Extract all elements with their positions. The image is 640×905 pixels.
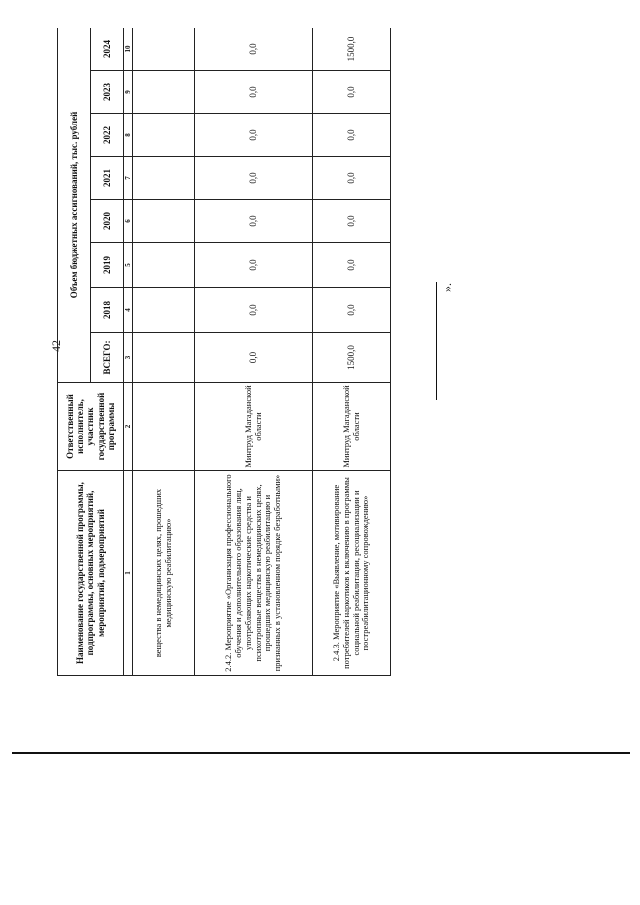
row-value: 0,0 xyxy=(195,333,313,383)
closing-underline xyxy=(436,282,437,400)
row-value: 0,0 xyxy=(313,200,391,243)
row-value xyxy=(133,28,195,71)
row-value xyxy=(133,288,195,333)
row-value: 0,0 xyxy=(313,114,391,157)
row-value xyxy=(133,333,195,383)
column-number: 2 xyxy=(123,383,132,471)
header-budget-group: Объем бюджетных ассигнований, тыс. рублей xyxy=(58,28,91,383)
row-value: 1500,0 xyxy=(313,28,391,71)
header-year: 2022 xyxy=(90,114,123,157)
table-row xyxy=(313,28,391,676)
header-year: 2020 xyxy=(90,200,123,243)
header-name: Наименование государственной программы, подпрограммы, основных мероприятий, мероприятий, подмероприятий xyxy=(58,471,124,676)
row-value: 0,0 xyxy=(313,288,391,333)
column-number: 1 xyxy=(123,471,132,676)
row-value xyxy=(133,200,195,243)
column-number: 7 xyxy=(123,157,132,200)
budget-table xyxy=(57,28,391,676)
table-row xyxy=(133,28,195,676)
row-value xyxy=(133,243,195,288)
row-value: 0,0 xyxy=(195,243,313,288)
row-value: 0,0 xyxy=(313,157,391,200)
budget-table-container xyxy=(57,28,391,676)
row-value: 0,0 xyxy=(313,71,391,114)
header-year: 2019 xyxy=(90,243,123,288)
rotated-table-wrapper xyxy=(57,28,391,676)
row-value: 1500,0 xyxy=(313,333,391,383)
column-number: 10 xyxy=(123,28,132,71)
header-year: 2023 xyxy=(90,71,123,114)
table-row xyxy=(195,28,313,676)
header-total: ВСЕГО: xyxy=(90,333,123,383)
column-number: 6 xyxy=(123,200,132,243)
column-number: 9 xyxy=(123,71,132,114)
row-executor xyxy=(133,383,195,471)
row-value xyxy=(133,71,195,114)
header-row-1 xyxy=(58,28,91,676)
row-executor: Минтруд Магаданской области xyxy=(313,383,391,471)
row-value xyxy=(133,157,195,200)
closing-quote-mark: ». xyxy=(440,283,454,292)
column-number: 4 xyxy=(123,288,132,333)
header-year: 2024 xyxy=(90,28,123,71)
page-number: 42 xyxy=(49,340,63,352)
column-number-row xyxy=(123,28,132,676)
row-value: 0,0 xyxy=(195,114,313,157)
row-name: 2.4.3. Мероприятие «Выявление, мотивирование потребителей наркотиков к включению в программы социальной реабилитации, ресоциализации и постреабилитационному сопровождению» xyxy=(313,471,391,676)
header-year: 2018 xyxy=(90,288,123,333)
row-value: 0,0 xyxy=(195,71,313,114)
row-value: 0,0 xyxy=(195,200,313,243)
row-value: 0,0 xyxy=(195,28,313,71)
column-number: 5 xyxy=(123,243,132,288)
header-executor: Ответственный исполнитель, участник государственной программы xyxy=(58,383,124,471)
row-value: 0,0 xyxy=(195,157,313,200)
column-number: 3 xyxy=(123,333,132,383)
row-value xyxy=(133,114,195,157)
header-year: 2021 xyxy=(90,157,123,200)
row-executor: Минтруд Магаданской области xyxy=(195,383,313,471)
row-name: 2.4.2. Мероприятие «Организация профессионального обучения и дополнительного образования лиц, употребляющих наркотические средства и психотропные вещества в немедицинских целях, прошедших медицинскую реабилитацию и признанных в установленном порядке безработными» xyxy=(195,471,313,676)
row-value: 0,0 xyxy=(195,288,313,333)
horizontal-divider xyxy=(12,752,630,754)
column-number: 8 xyxy=(123,114,132,157)
row-value: 0,0 xyxy=(313,243,391,288)
row-name: вещества в немедицинских целях, прошедших медицинскую реабилитацию» xyxy=(133,471,195,676)
